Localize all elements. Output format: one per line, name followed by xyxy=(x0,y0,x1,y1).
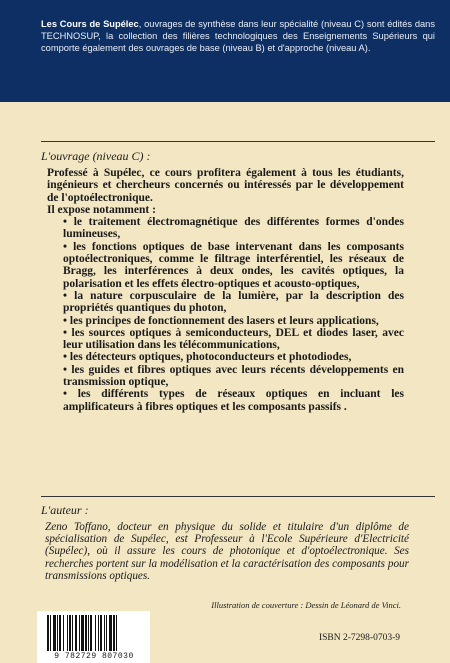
illustration-credit: Illustration de couverture : Dessin de Léonard de Vinci. xyxy=(211,600,401,610)
intro-text: , ouvrages de synthèse dans leur spécialité (niveau C) sont édités dans TECHNOSUP, la collection des filières technologiques des Enseignements Supérieurs qui comporte également des ouvrages de base (niveau B) et d'approche (niveau A). xyxy=(41,19,435,54)
list-item: • les détecteurs optiques, photoconducteurs et photodiodes, xyxy=(63,351,352,364)
list-item: • la nature corpusculaire de la lumière, par la description des propriétés quantiques du photon, xyxy=(63,289,404,315)
topics-list xyxy=(47,216,404,413)
ouvrage-section xyxy=(47,167,404,413)
barcode-digits: 9 782729 807030 xyxy=(54,652,134,661)
ouvrage-list-intro: Il expose notamment : xyxy=(47,203,156,216)
list-item: • les principes de fonctionnement des lasers et leurs applications, xyxy=(63,314,379,327)
intro-bold-lead: Les Cours de Supélec xyxy=(41,19,139,29)
list-item: • les différents types de réseaux optiques en incluant les amplificateurs à fibres optiques et les composants passifs . xyxy=(63,388,404,413)
ouvrage-paragraph: Professé à Supélec, ce cours profitera également à tous les étudiants, ingénieurs et chercheurs concernés ou intéressés par le développement de l'optoélectronique. xyxy=(47,167,404,204)
top-banner xyxy=(0,0,450,102)
section-divider-bottom xyxy=(41,496,435,497)
auteur-paragraph: Zeno Toffano, docteur en physique du solide et titulaire d'un diplôme de spécialisation de Supélec, est Professeur à l'Ecole Supérieure d'Electricité (Supélec), où il assure les cours de photonique et d'optoélectronique. Ses recherches portent sur la modélisation et la caractérisation des composants pour transmissions optiques. xyxy=(45,521,409,582)
barcode xyxy=(37,611,150,663)
auteur-heading: L'auteur : xyxy=(41,503,89,517)
isbn-label: ISBN 2-7298-0703-9 xyxy=(318,633,400,643)
section-divider-top xyxy=(41,141,435,142)
barcode-bars xyxy=(47,615,140,651)
list-item: • le traitement électromagnétique des différentes formes d'ondes lumineuses, xyxy=(63,216,404,241)
list-item: • les guides et fibres optiques avec leurs récents développements en transmission optique, xyxy=(63,363,404,389)
list-item: • les fonctions optiques de base intervenant dans les composants optoélectroniques, comme le filtrage interférentiel, les réseaux de Bragg, les interférences à deux ondes, les cavités optiques, la polarisation et les effets électro-optiques et acousto-optiques, xyxy=(63,240,404,290)
list-item: • les sources optiques à semiconducteurs, DEL et diodes laser, avec leur utilisation dans les télécommunications, xyxy=(63,326,404,352)
ouvrage-heading: L'ouvrage (niveau C) : xyxy=(41,149,151,163)
intro-paragraph xyxy=(41,18,435,55)
